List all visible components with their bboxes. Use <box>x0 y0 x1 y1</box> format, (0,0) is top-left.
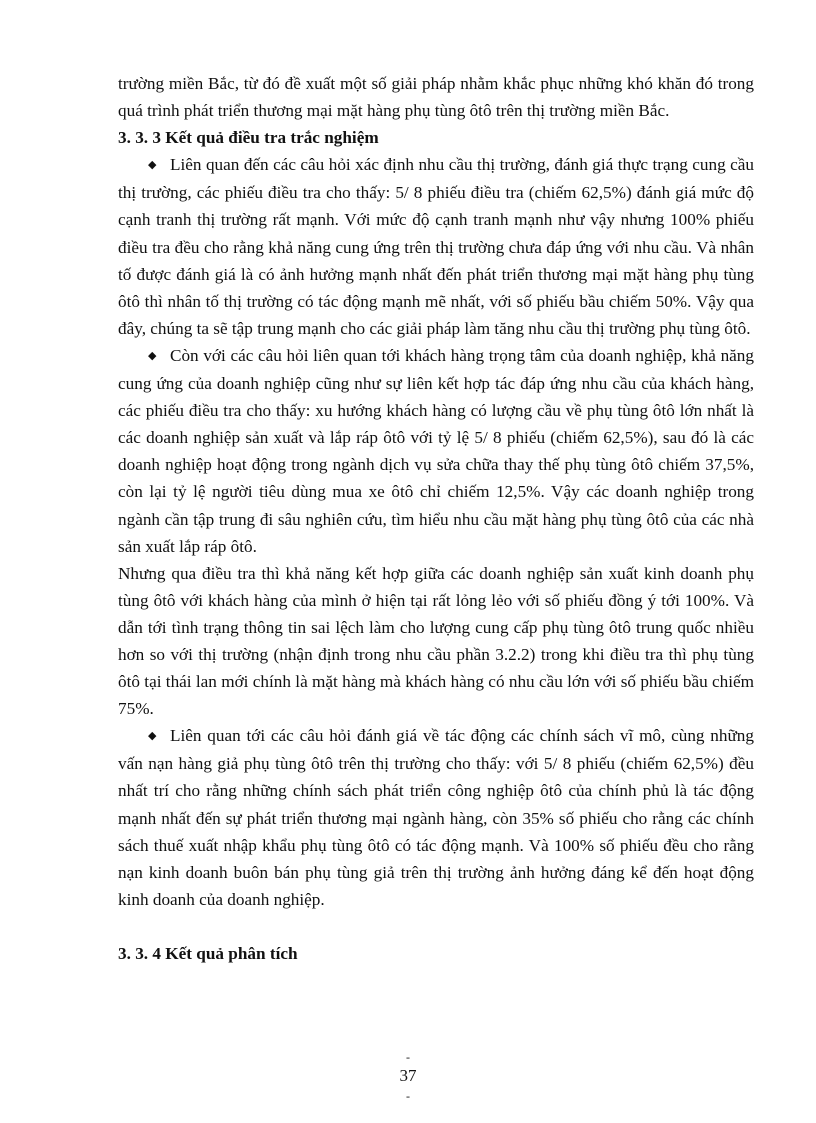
bullet-text-1: Liên quan đến các câu hỏi xác định nhu cầu thị trường, đánh giá thực trạng cung cầu thị trường, các phiếu điều tra cho thấy: 5/ 8 phiếu điều tra (chiếm 62,5%) đánh giá mức độ cạnh tranh thị trường rất mạnh. Với mức độ cạnh tranh mạnh như vậy nhưng 100% phiếu điều tra đều cho rằng khả năng cung ứng trên thị trường chưa đáp ứng với nhu cầu. Và nhân tố được đánh giá là có ảnh hưởng mạnh nhất đến phát triển thương mại mặt hàng phụ tùng ôtô thì nhân tố thị trường có tác động mạnh mẽ nhất, với số phiếu bầu chiếm 50%. Vậy qua đây, chúng ta sẽ tập trung mạnh cho các giải pháp làm tăng nhu cầu thị trường phụ tùng ôtô. <box>118 155 754 338</box>
section-heading-334: 3. 3. 4 Kết quả phân tích <box>118 943 298 963</box>
bullet-text-2: Còn với các câu hỏi liên quan tới khách hàng trọng tâm của doanh nghiệp, khả năng cung ứng của doanh nghiệp cũng như sự liên kết hợp tác đáp ứng nhu cầu của khách hàng, các phiếu điều tra cho thấy: xu hướng khách hàng có lượng cầu về phụ tùng ôtô lớn nhất là các doanh nghiệp sản xuất và lắp ráp ôtô với tỷ lệ 5/ 8 phiếu (chiếm 62,5%), sau đó là các doanh nghiệp hoạt động trong ngành dịch vụ sửa chữa thay thế phụ tùng ôtô chiếm 37,5%, còn lại tỷ lệ người tiêu dùng mua xe ôtô chỉ chiếm 12,5%. Vậy các doanh nghiệp trong ngành cần tập trung đi sâu nghiên cứu, tìm hiểu nhu cầu mặt hàng phụ tùng ôtô của các nhà sản xuất lắp ráp ôtô. <box>118 345 754 556</box>
bullet-paragraph-1 <box>118 151 754 342</box>
diamond-bullet-icon: ◆ <box>148 349 157 362</box>
footer-dash-top: - <box>406 1050 410 1064</box>
page-number: 37 <box>399 1066 417 1085</box>
bullet-paragraph-3 <box>118 722 754 913</box>
document-page <box>118 70 754 967</box>
diamond-bullet-icon: ◆ <box>148 730 157 743</box>
bullet-text-3: Liên quan tới các câu hỏi đánh giá về tác động các chính sách vĩ mô, cùng những vấn nạn hàng giả phụ tùng ôtô trên thị trường cho thấy: với 5/ 8 phiếu (chiếm 62,5%) đều nhất trí cho rằng những chính sách phát triển công nghiệp ôtô của chính phủ là tác động mạnh nhất đến sự phát triển thương mại ngành hàng, còn 35% số phiếu cho rằng các chính sách thuế xuất nhập khẩu phụ tùng ôtô có tác động mạnh. Và 100% số phiếu đều cho rằng nạn kinh doanh buôn bán phụ tùng giả trên thị trường ảnh hưởng đáng kể đến hoạt động kinh doanh của doanh nghiệp. <box>118 726 754 909</box>
footer-dash-bottom: - <box>406 1089 410 1103</box>
bullet-paragraph-2 <box>118 342 754 560</box>
intro-paragraph: trường miền Bắc, từ đó đề xuất một số giải pháp nhằm khắc phục những khó khăn đó trong quá trình phát triển thương mại mặt hàng phụ tùng ôtô trên thị trường miền Bắc. <box>118 74 754 121</box>
continuation-paragraph: Nhưng qua điều tra thì khả năng kết hợp giữa các doanh nghiệp sản xuất kinh doanh phụ tùng ôtô với khách hàng của mình ở hiện tại rất lỏng lẻo với số phiếu đồng ý tới 100%. Và dẫn tới tình trạng thông tin sai lệch làm cho lượng cung cấp phụ tùng ôtô trung quốc nhiều hơn so với thị trường (nhận định trong nhu cầu phần 3.2.2) trong khi điều tra thì phụ tùng ôtô tại thái lan mới chính là mặt hàng mà khách hàng có nhu cầu lớn với số phiếu bầu chiếm 75%. <box>118 563 754 719</box>
section-heading-333: 3. 3. 3 Kết quả điều tra trắc nghiệm <box>118 128 379 148</box>
diamond-bullet-icon: ◆ <box>148 159 157 172</box>
